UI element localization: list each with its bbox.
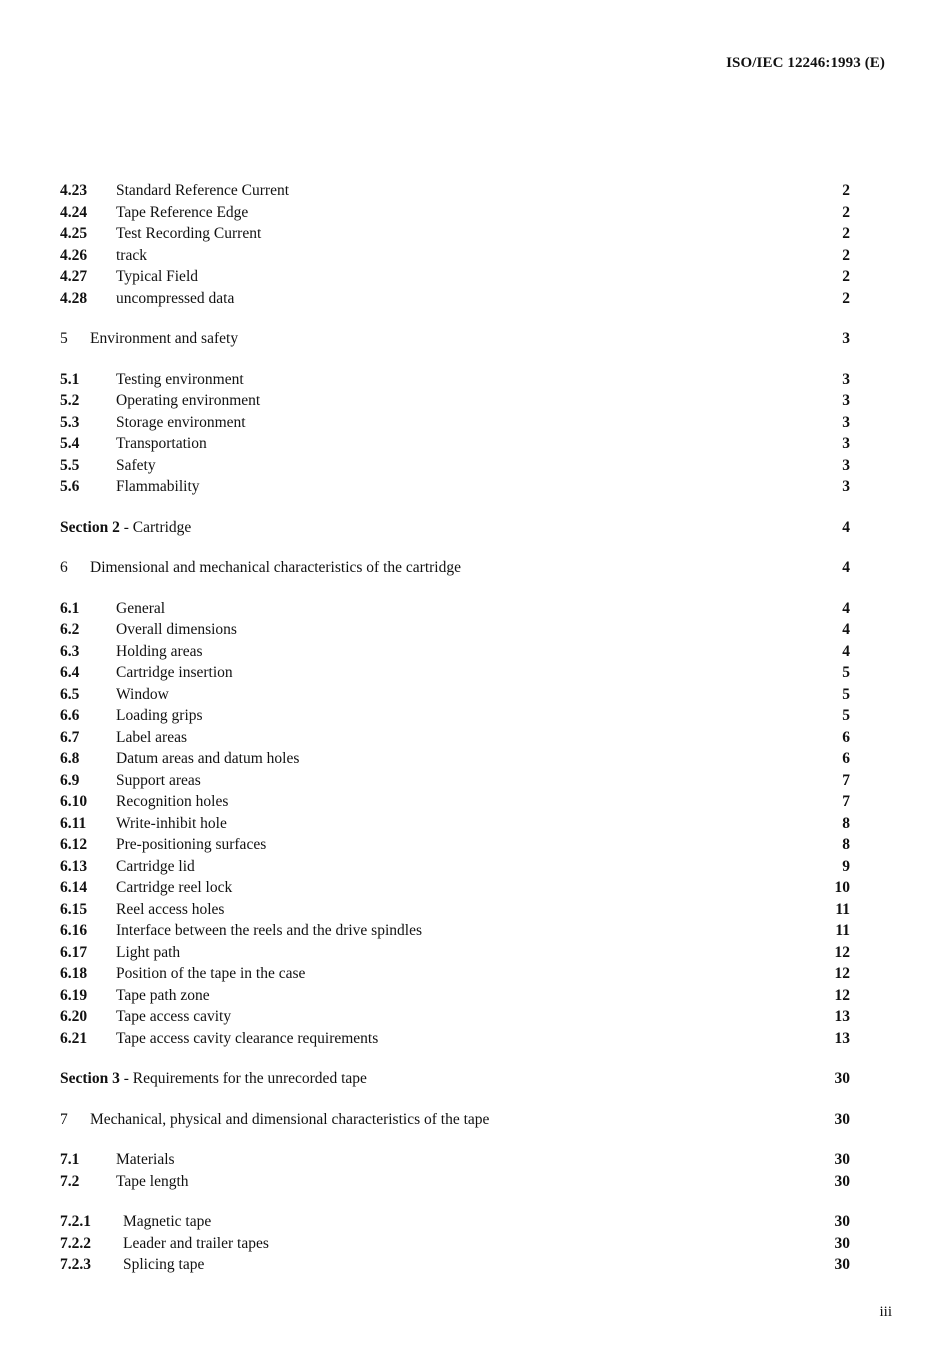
toc-entry-number: 6.8 [60, 750, 80, 767]
toc-entry [60, 899, 850, 921]
toc-entry [60, 770, 850, 792]
toc-entry-number: 5.6 [60, 478, 80, 495]
page-number: iii [879, 1304, 892, 1320]
toc-entry [60, 877, 850, 899]
toc-entry-page: 30 [834, 1172, 850, 1190]
toc-entry-title: track [116, 246, 147, 264]
toc-entry-title: Transportation [116, 435, 207, 452]
toc-entry-number: 4.24 [60, 203, 88, 221]
toc-entry [60, 369, 850, 391]
toc-entry-number: 5.1 [60, 370, 80, 388]
toc-entry-number: 6.9 [60, 771, 80, 789]
toc-entry-number: 6.17 [60, 943, 88, 961]
toc-entry [60, 920, 850, 942]
toc-entry [60, 791, 850, 813]
toc-entry-page: 12 [834, 986, 850, 1004]
toc-entry-number: 5.4 [60, 435, 80, 452]
toc-entry [60, 942, 850, 964]
toc-entry [60, 202, 850, 224]
toc-entry-page: 4 [842, 599, 850, 617]
toc-entry [60, 1006, 850, 1028]
toc-entry-number: 6.3 [60, 642, 80, 660]
toc-entry [60, 662, 850, 684]
toc-entry-number: 6.12 [60, 836, 88, 853]
toc-entry-page: 2 [842, 225, 850, 242]
toc-entry-title: Environment and safety [90, 330, 239, 347]
toc-entry-title: Leader and trailer tapes [123, 1234, 269, 1252]
toc-chapter-5 [60, 328, 850, 350]
toc-entry-page: 2 [842, 246, 850, 264]
document-header: ISO/IEC 12246:1993 (E) [726, 55, 885, 71]
toc-chapter-7 [60, 1109, 850, 1131]
toc-entry [60, 619, 850, 641]
toc-entry-page: 4 [842, 621, 850, 638]
toc-entry [60, 455, 850, 477]
toc-section-label: Section 3 [60, 1070, 120, 1087]
toc-entry-page: 3 [842, 413, 850, 431]
toc-entry-page: 6 [842, 728, 850, 746]
toc-entry-number: 6.4 [60, 664, 80, 681]
toc-entry-title: Tape path zone [116, 986, 210, 1004]
toc-entry-title: Tape access cavity [116, 1008, 232, 1025]
toc-entry-number: 6.19 [60, 986, 88, 1004]
toc-entry-page: 3 [842, 478, 850, 495]
toc-entry-title: Tape Reference Edge [116, 203, 249, 221]
toc-group-6 [60, 598, 850, 1050]
toc-entry-page: 13 [834, 1008, 850, 1025]
toc-entry-title: Datum areas and datum holes [116, 750, 300, 767]
toc-entry-page: 8 [842, 814, 850, 832]
toc-entry-page: 3 [842, 330, 850, 347]
toc-entry-title: Tape length [116, 1172, 189, 1190]
toc-entry-number: 7.2 [60, 1172, 80, 1190]
toc-entry-page: 11 [835, 922, 850, 939]
toc-entry-number: 4.26 [60, 246, 88, 264]
toc-group-5 [60, 369, 850, 498]
toc-entry-title: Tape access cavity clearance requirements [116, 1029, 379, 1047]
toc-entry-page: 10 [834, 879, 850, 896]
toc-group-7-2 [60, 1211, 850, 1276]
toc-entry [60, 288, 850, 310]
toc-entry-title: Holding areas [116, 642, 203, 660]
toc-entry [60, 834, 850, 856]
toc-entry-title: Loading grips [116, 707, 203, 724]
toc-entry [60, 1028, 850, 1050]
toc-entry [60, 1149, 850, 1171]
toc-entry [60, 705, 850, 727]
toc-entry [60, 813, 850, 835]
toc-entry-number: 5 [60, 330, 68, 347]
table-of-contents [60, 180, 850, 1276]
toc-entry-title: General [116, 599, 166, 617]
toc-entry-page: 30 [834, 1070, 850, 1087]
toc-entry-page: 5 [842, 707, 850, 724]
toc-entry-title: Safety [116, 456, 156, 474]
toc-entry [60, 390, 850, 412]
toc-entry-page: 7 [842, 771, 850, 789]
toc-entry-title: Storage environment [116, 413, 246, 431]
toc-entry-title: Operating environment [116, 392, 261, 409]
toc-entry-page: 12 [834, 965, 850, 982]
toc-entry-page: 30 [834, 1213, 850, 1230]
toc-entry-title: Pre-positioning surfaces [116, 836, 267, 853]
toc-entry-page: 12 [834, 943, 850, 961]
toc-entry-page: 11 [835, 900, 850, 918]
toc-entry-page: 7 [842, 793, 850, 810]
toc-chapter-6 [60, 557, 850, 579]
toc-entry-page: 2 [842, 268, 850, 285]
toc-entry-title: Interface between the reels and the drive spindles [116, 922, 422, 939]
toc-entry-number: 6.21 [60, 1029, 88, 1047]
toc-entry-number: 6 [60, 559, 68, 576]
toc-entry [60, 1211, 850, 1233]
toc-entry-number: 4.27 [60, 268, 88, 285]
toc-entry-title: Label areas [116, 728, 187, 746]
toc-entry-title: Materials [116, 1151, 175, 1168]
toc-entry-title: Typical Field [116, 268, 198, 285]
toc-entry-title: Flammability [116, 478, 200, 495]
toc-entry-page: 4 [842, 642, 850, 660]
toc-entry-number: 7 [60, 1110, 68, 1128]
toc-entry [60, 727, 850, 749]
toc-entry-page: 3 [842, 435, 850, 452]
toc-entry-number: 6.7 [60, 728, 80, 746]
toc-entry-page: 4 [842, 559, 850, 576]
toc-entry-title: Light path [116, 943, 181, 961]
toc-entry [60, 856, 850, 878]
toc-group-7 [60, 1149, 850, 1192]
toc-entry-page: 2 [842, 289, 850, 307]
toc-entry-page: 30 [834, 1151, 850, 1168]
toc-entry-title: uncompressed data [116, 289, 235, 307]
toc-entry-number: 5.3 [60, 413, 80, 431]
toc-entry [60, 598, 850, 620]
toc-entry-number: 6.20 [60, 1008, 88, 1025]
toc-entry [60, 433, 850, 455]
toc-entry-number: 6.5 [60, 685, 80, 703]
toc-entry-number: 6.1 [60, 599, 80, 617]
toc-entry [60, 1171, 850, 1193]
toc-entry-title: Mechanical, physical and dimensional characteristics of the tape [90, 1110, 490, 1128]
toc-entry-title: Standard Reference Current [116, 182, 290, 199]
toc-entry-page: 13 [834, 1029, 850, 1047]
toc-entry [60, 223, 850, 245]
toc-entry [60, 266, 850, 288]
toc-entry-number: 6.14 [60, 879, 88, 896]
toc-entry [60, 180, 850, 202]
toc-entry-page: 6 [842, 750, 850, 767]
toc-section-3 [60, 1068, 850, 1090]
toc-entry-title: Testing environment [116, 370, 244, 388]
toc-entry-number: 6.15 [60, 900, 88, 918]
toc-entry-title: Cartridge insertion [116, 664, 233, 681]
toc-entry-number: 6.13 [60, 857, 88, 875]
toc-entry-number: 7.2.2 [60, 1234, 91, 1252]
toc-entry-title: Reel access holes [116, 900, 225, 918]
toc-entry [60, 748, 850, 770]
toc-entry [60, 684, 850, 706]
toc-entry [60, 245, 850, 267]
toc-entry-title: Dimensional and mechanical characteristics of the cartridge [90, 559, 461, 576]
toc-entry-title: Splicing tape [123, 1256, 205, 1273]
toc-entry-page: 4 [842, 518, 850, 536]
toc-entry-number: 4.28 [60, 289, 88, 307]
toc-entry-number: 7.2.3 [60, 1256, 91, 1273]
toc-entry-number: 6.2 [60, 621, 80, 638]
toc-entry-title: Position of the tape in the case [116, 965, 306, 982]
toc-entry-title: Support areas [116, 771, 201, 789]
toc-entry-number: 4.25 [60, 225, 88, 242]
toc-section-title: - Requirements for the unrecorded tape [119, 1070, 367, 1087]
toc-entry-title: Recognition holes [116, 793, 229, 810]
toc-entry [60, 985, 850, 1007]
toc-entry-page: 3 [842, 392, 850, 409]
toc-entry [60, 476, 850, 498]
toc-entry-page: 30 [834, 1256, 850, 1273]
toc-entry-page: 5 [842, 664, 850, 681]
toc-entry-number: 4.23 [60, 182, 88, 199]
toc-entry [60, 1233, 850, 1255]
toc-entry [60, 412, 850, 434]
toc-entry-number: 6.18 [60, 965, 88, 982]
toc-entry-page: 5 [842, 685, 850, 703]
toc-entry-page: 2 [842, 203, 850, 221]
toc-entry-title: Overall dimensions [116, 621, 237, 638]
toc-entry-number: 6.16 [60, 922, 88, 939]
toc-entry-page: 3 [842, 456, 850, 474]
toc-entry [60, 1254, 850, 1276]
toc-entry-page: 30 [834, 1110, 850, 1128]
toc-entry-title: Cartridge reel lock [116, 879, 233, 896]
toc-section-2 [60, 517, 850, 539]
toc-entry [60, 641, 850, 663]
toc-entry-title: Window [116, 685, 169, 703]
toc-entry-page: 8 [842, 836, 850, 853]
toc-group-4 [60, 180, 850, 309]
toc-entry-number: 6.11 [60, 814, 87, 832]
toc-entry-number: 6.6 [60, 707, 80, 724]
toc-entry-number: 7.1 [60, 1151, 80, 1168]
toc-entry [60, 963, 850, 985]
toc-entry-page: 2 [842, 182, 850, 199]
toc-entry-title: Write-inhibit hole [116, 814, 227, 832]
toc-entry-page: 3 [842, 370, 850, 388]
toc-section-title: - Cartridge [119, 518, 192, 536]
toc-entry-number: 5.5 [60, 456, 80, 474]
toc-entry-title: Cartridge lid [116, 857, 195, 875]
toc-entry-number: 6.10 [60, 793, 88, 810]
toc-section-label: Section 2 [60, 518, 120, 536]
toc-entry-number: 7.2.1 [60, 1213, 91, 1230]
toc-entry-page: 30 [834, 1234, 850, 1252]
toc-entry-title: Magnetic tape [123, 1213, 212, 1230]
toc-entry-number: 5.2 [60, 392, 80, 409]
toc-entry-page: 9 [842, 857, 850, 875]
toc-entry-title: Test Recording Current [116, 225, 262, 242]
